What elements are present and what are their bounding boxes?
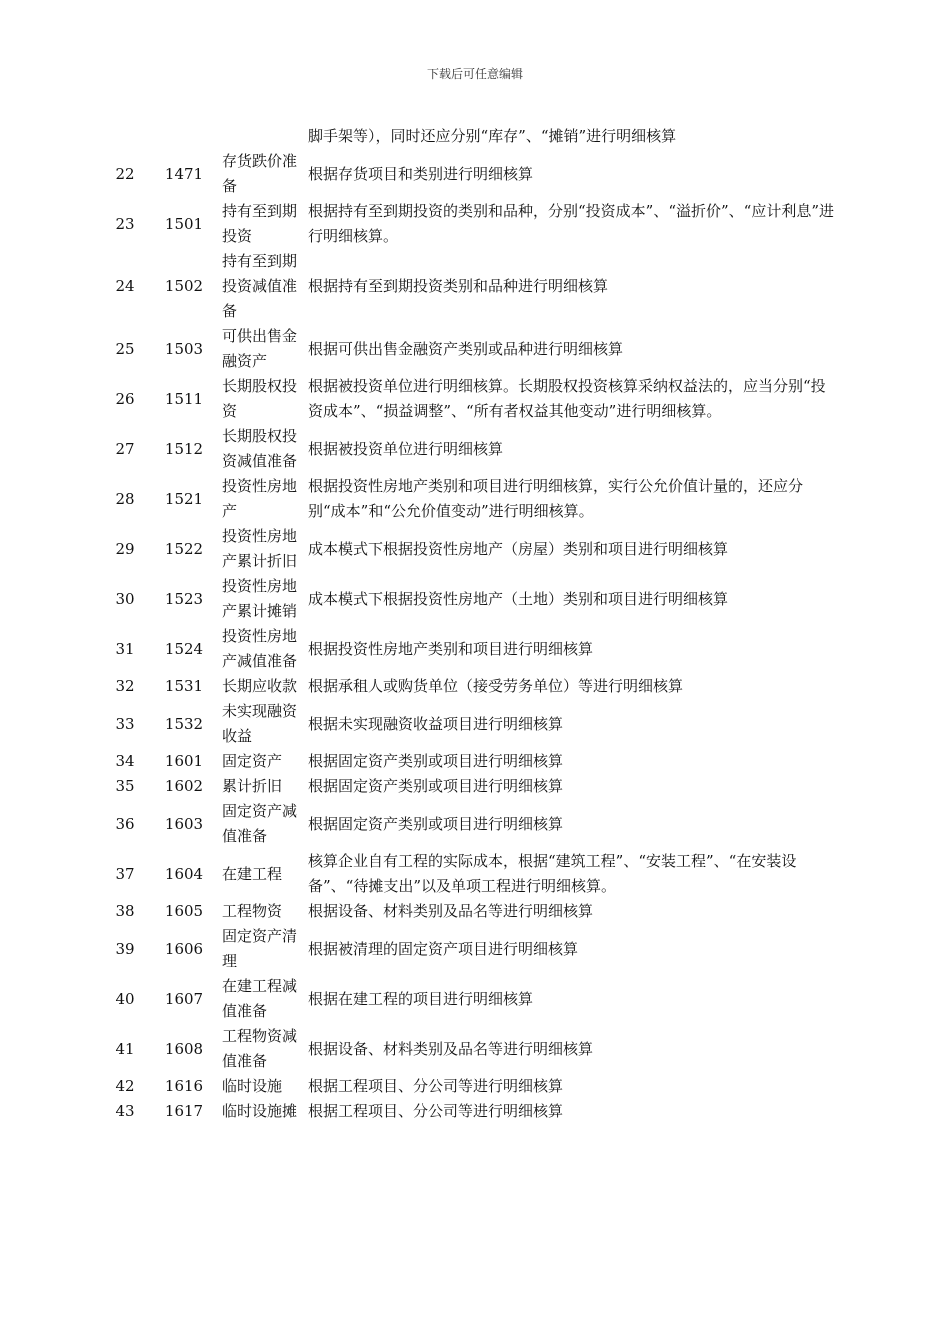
account-name: 持有至到期投资	[222, 202, 298, 245]
account-name: 投资性房地产减值准备	[222, 627, 298, 670]
account-description: 根据投资性房地产类别和项目进行明细核算	[308, 639, 594, 658]
account-description: 根据固定资产类别或项目进行明细核算	[308, 752, 564, 770]
account-description: 根据承租人或购货单位（接受劳务单位）等进行明细核算	[308, 677, 684, 695]
account-code: 1502	[164, 277, 204, 295]
account-code: 1522	[164, 539, 204, 558]
account-code: 1601	[164, 752, 204, 770]
account-code: 1602	[164, 777, 204, 795]
account-name: 在建工程	[222, 864, 283, 883]
accounts-table-body	[104, 124, 834, 1124]
account-description: 根据持有至到期投资类别和品种进行明细核算	[308, 277, 609, 295]
account-description: 根据投资性房地产类别和项目进行明细核算，实行公允价值计量的，还应分别“成本”和“公允价值变动”进行明细核算。	[308, 477, 804, 520]
account-name	[222, 124, 308, 149]
account-description: 根据存货项目和类别进行明细核算	[308, 164, 534, 183]
table-row	[104, 924, 834, 974]
account-name: 长期股权投资减值准备	[222, 427, 298, 470]
row-number: 26	[115, 389, 135, 408]
account-name: 存货跌价准备	[222, 152, 298, 195]
table-row	[104, 424, 834, 474]
row-number: 35	[115, 777, 135, 795]
row-number: 33	[115, 714, 135, 733]
table-row	[104, 149, 834, 199]
row-number: 31	[115, 639, 135, 658]
account-code: 1603	[164, 814, 204, 833]
account-name: 持有至到期投资减值准备	[222, 252, 298, 320]
account-description: 脚手架等），同时还应分别“库存”、“摊销”进行明细核算	[308, 127, 677, 145]
account-code: 1532	[164, 714, 204, 733]
row-number: 42	[115, 1077, 135, 1095]
table-row	[104, 374, 834, 424]
table-row	[104, 774, 834, 799]
table-row	[104, 699, 834, 749]
account-description: 根据被投资单位进行明细核算	[308, 439, 504, 458]
account-name: 未实现融资收益	[222, 702, 298, 745]
table-row	[104, 799, 834, 849]
account-name: 工程物资减值准备	[222, 1027, 298, 1070]
account-name: 在建工程减值准备	[222, 977, 298, 1020]
account-description: 根据设备、材料类别及品名等进行明细核算	[308, 1039, 594, 1058]
table-row-continuation	[104, 124, 834, 149]
account-code: 1503	[164, 339, 204, 358]
row-number: 40	[115, 989, 135, 1008]
table-row	[104, 1024, 834, 1074]
row-number: 27	[115, 439, 135, 458]
account-name: 固定资产	[222, 752, 283, 770]
row-number: 25	[115, 339, 135, 358]
table-row	[104, 974, 834, 1024]
account-name: 累计折旧	[222, 777, 283, 795]
account-description: 根据持有至到期投资的类别和品种，分别“投资成本”、“溢折价”、“应计利息”进行明细核算。	[308, 202, 835, 245]
account-code: 1523	[164, 589, 204, 608]
table-row	[104, 474, 834, 524]
row-number: 29	[115, 539, 135, 558]
account-name: 固定资产清理	[222, 927, 298, 970]
account-description: 成本模式下根据投资性房地产（房屋）类别和项目进行明细核算	[308, 539, 729, 558]
account-description: 根据未实现融资收益项目进行明细核算	[308, 714, 564, 733]
account-description: 根据设备、材料类别及品名等进行明细核算	[308, 902, 594, 920]
row-number: 32	[115, 677, 135, 695]
row-number: 23	[115, 214, 135, 233]
account-code	[146, 124, 222, 149]
account-description: 根据被投资单位进行明细核算。长期股权投资核算采纳权益法的，应当分别“投资成本”、“损益调整”、“所有者权益其他变动”进行明细核算。	[308, 377, 826, 420]
table-row	[104, 324, 834, 374]
row-number	[104, 124, 146, 149]
account-code: 1617	[164, 1102, 204, 1120]
account-description: 根据固定资产类别或项目进行明细核算	[308, 777, 564, 795]
account-description: 根据固定资产类别或项目进行明细核算	[308, 814, 564, 833]
row-number: 37	[115, 864, 135, 883]
account-name: 投资性房地产累计折旧	[222, 527, 298, 570]
row-number: 34	[115, 752, 135, 770]
account-code: 1501	[164, 214, 204, 233]
account-code: 1531	[164, 677, 204, 695]
table-row	[104, 199, 834, 249]
row-number: 30	[115, 589, 135, 608]
row-number: 39	[115, 939, 135, 958]
row-number: 24	[115, 277, 135, 295]
account-code: 1606	[164, 939, 204, 958]
account-description: 根据在建工程的项目进行明细核算	[308, 989, 534, 1008]
account-description: 根据工程项目、分公司等进行明细核算	[308, 1102, 564, 1120]
account-description: 根据可供出售金融资产类别或品种进行明细核算	[308, 339, 624, 358]
account-description: 根据工程项目、分公司等进行明细核算	[308, 1077, 564, 1095]
account-description: 成本模式下根据投资性房地产（土地）类别和项目进行明细核算	[308, 589, 729, 608]
table-row	[104, 574, 834, 624]
account-name: 可供出售金融资产	[222, 327, 298, 370]
account-code: 1524	[164, 639, 204, 658]
account-code: 1471	[164, 164, 204, 183]
account-name: 临时设施	[222, 1077, 283, 1095]
table-row	[104, 1099, 834, 1124]
table-row	[104, 249, 834, 324]
account-code: 1512	[164, 439, 204, 458]
account-code: 1605	[164, 902, 204, 920]
account-code: 1607	[164, 989, 204, 1008]
page-header: 下载后可任意编辑	[426, 67, 523, 81]
row-number: 38	[115, 902, 135, 920]
table-row	[104, 849, 834, 899]
table-row	[104, 749, 834, 774]
account-code: 1604	[164, 864, 204, 883]
table-row	[104, 674, 834, 699]
account-name: 投资性房地产累计摊销	[222, 577, 298, 620]
account-description: 核算企业自有工程的实际成本，根据“建筑工程”、“安装工程”、“在安装设备”、“待摊支出”以及单项工程进行明细核算。	[308, 852, 797, 895]
row-number: 22	[115, 164, 135, 183]
account-code: 1521	[164, 489, 204, 508]
account-name: 固定资产减值准备	[222, 802, 298, 845]
account-code: 1511	[164, 389, 204, 408]
account-code: 1608	[164, 1039, 204, 1058]
table-row	[104, 1074, 834, 1099]
account-name: 临时设施摊	[222, 1102, 298, 1120]
account-name: 投资性房地产	[222, 477, 298, 520]
accounts-table	[104, 124, 834, 1124]
account-name: 工程物资	[222, 902, 283, 920]
account-name: 长期股权投资	[222, 377, 298, 420]
table-row	[104, 899, 834, 924]
account-code: 1616	[164, 1077, 204, 1095]
row-number: 28	[115, 489, 135, 508]
row-number: 43	[115, 1102, 135, 1120]
table-row	[104, 624, 834, 674]
row-number: 41	[115, 1039, 135, 1058]
row-number: 36	[115, 814, 135, 833]
account-name: 长期应收款	[222, 677, 298, 695]
account-description: 根据被清理的固定资产项目进行明细核算	[308, 939, 579, 958]
table-row	[104, 524, 834, 574]
